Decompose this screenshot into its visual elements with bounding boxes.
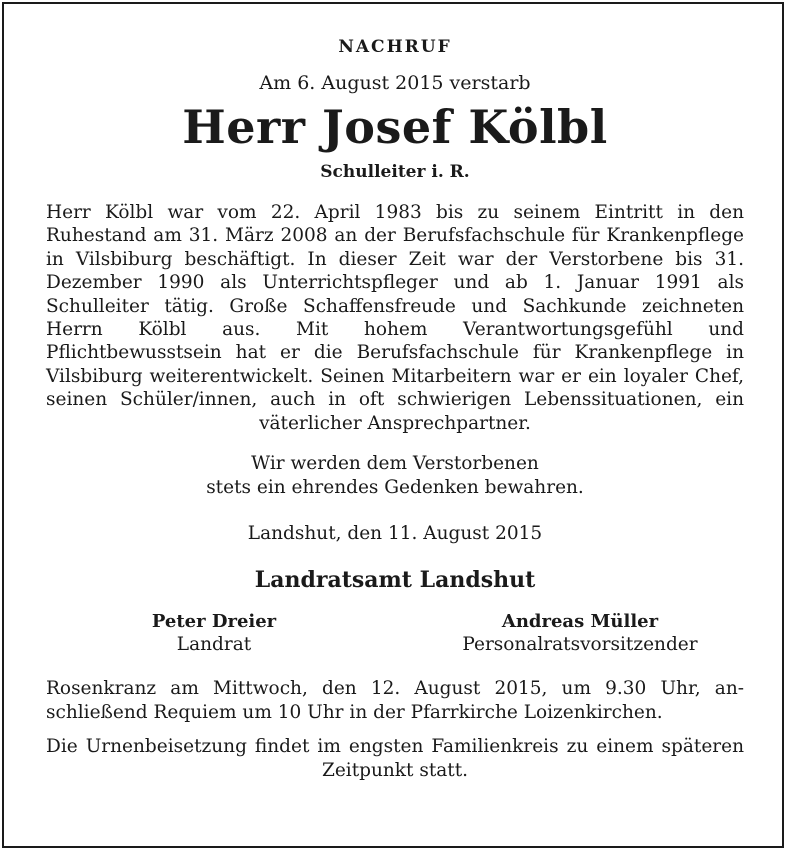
death-date-line: Am 6. August 2015 verstarb xyxy=(259,72,531,94)
biography-text: Herr Kölbl war vom 22. April 1983 bis zu seinem Eintritt in den Ruhestand am 31. März 2008 an der Berufsfachschule für Krankenpflege in Vilsbiburg beschäftigt. In dieser Zeit war der Verstorbene bis 31. Dezember 1990 als Unterrichtspfleger und ab 1. Januar 1991 als Schulleiter tätig. Große Schaffensfreude und Sachkunde zeichneten Herrn Kölbl aus. Mit hohem Verantwortungsgefühl und Pflichtbewusstsein hat er die Berufsfachschule für Krankenpflege in Vilsbiburg weiterentwickelt. Seinen Mitarbeitern war er ein loyaler Chef, seinen Schüler/innen, auch in oft schwierigen Lebenssituationen, ein väterlicher Ansprechpartner. xyxy=(46,202,744,434)
obituary-headline: NACHRUF xyxy=(338,37,452,57)
signatory xyxy=(420,610,740,657)
organization-name: Landratsamt Landshut xyxy=(254,567,536,594)
memory-line-1: Wir werden dem Verstorbenen xyxy=(251,453,539,475)
deceased-name: Herr Josef Kölbl xyxy=(182,100,608,154)
urn-burial-notice: Die Urnenbeisetzung findet im engsten Familienkreis zu einem späteren Zeitpunkt statt. xyxy=(46,736,744,782)
signatories xyxy=(46,610,744,657)
signatory-name: Andreas Müller xyxy=(501,611,659,633)
signatory xyxy=(44,610,384,657)
signatory-name: Peter Dreier xyxy=(151,611,277,633)
memory-statement xyxy=(46,452,744,500)
rosary-requiem-notice: Rosenkranz am Mittwoch, den 12. August 2015, um 9.30 Uhr, anschließend Requiem um 10 Uhr in der Pfarrkirche Loizenkirchen. xyxy=(46,678,744,724)
place-and-date: Landshut, den 11. August 2015 xyxy=(247,523,543,545)
deceased-role: Schulleiter i. R. xyxy=(320,162,470,182)
signatory-title: Personalratsvorsitzender xyxy=(462,634,698,656)
memory-line-2: stets ein ehrendes Gedenken bewahren. xyxy=(206,477,584,499)
signatory-title: Landrat xyxy=(176,634,252,656)
obituary-content xyxy=(46,36,744,783)
